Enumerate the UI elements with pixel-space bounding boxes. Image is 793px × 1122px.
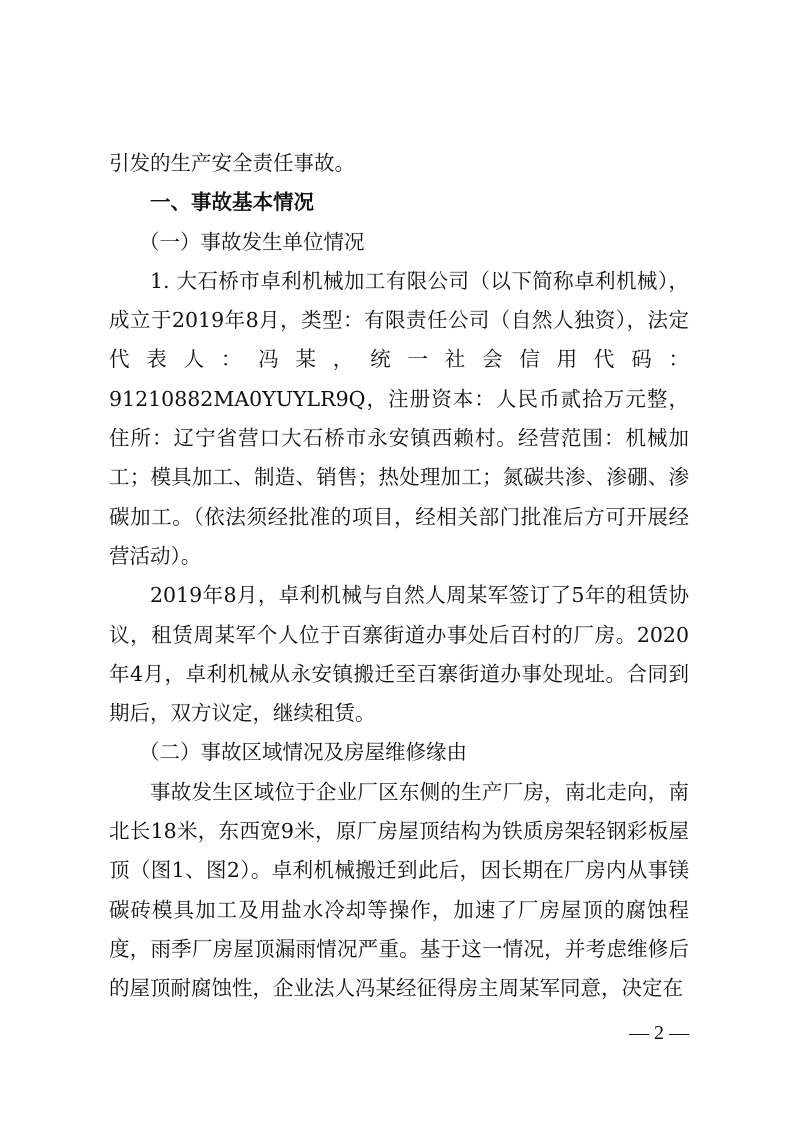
paragraph-area-description: 事故发生区域位于企业厂区东侧的生产厂房，南北走向，南北长18米，东西宽9米，原厂房屋顶结构为铁质房架轻钢彩板屋顶（图1、图2）。卓利机械搬迁到此后，因长期在厂房内从事镁碳砖模具加工及用盐水冷却等操作，加速了厂房屋顶的腐蚀程度，雨季厂房屋顶漏雨情况严重。基于这一情况，并考虑维修后的屋顶耐腐蚀性，企业法人冯某经征得房主周某军同意，决定在 bbox=[109, 779, 689, 1001]
paragraph-company-registration: 1. 大石桥市卓利机械加工有限公司（以下简称卓利机械），成立于2019年8月，类型：有限责任公司（自然人独资），法定代表人：冯某，统一社会信用代码：91210882MA0YUYLR9Q，注册资本：人民币贰拾万元整，住所：辽宁省营口大石桥市永安镇西赖村。经营范围：机械加工；模具加工、制造、销售；热处理加工；氮碳共渗、渗硼、渗碳加工。（依法须经批准的项目，经相关部门批准后方可开展经营活动）。 bbox=[109, 268, 689, 568]
paragraph-lease-agreement: 2019年8月，卓利机械与自然人周某军签订了5年的租赁协议，租赁周某军个人位于百寨街道办事处后百村的厂房。2020年4月，卓利机械从永安镇搬迁至百寨街道办事处现址。合同到期后，双方议定，继续租赁。 bbox=[109, 583, 689, 726]
section-heading-accident-overview: 一、事故基本情况 bbox=[150, 190, 314, 215]
subsection-heading-area-repair-reason: （二）事故区域情况及房屋维修缘由 bbox=[139, 740, 467, 765]
page-number: — 2 — bbox=[629, 1022, 689, 1044]
paragraph-continuation: 引发的生产安全责任事故。 bbox=[109, 151, 355, 175]
subsection-heading-company-info: （一）事故发生单位情况 bbox=[139, 229, 365, 254]
document-body bbox=[109, 144, 689, 1009]
